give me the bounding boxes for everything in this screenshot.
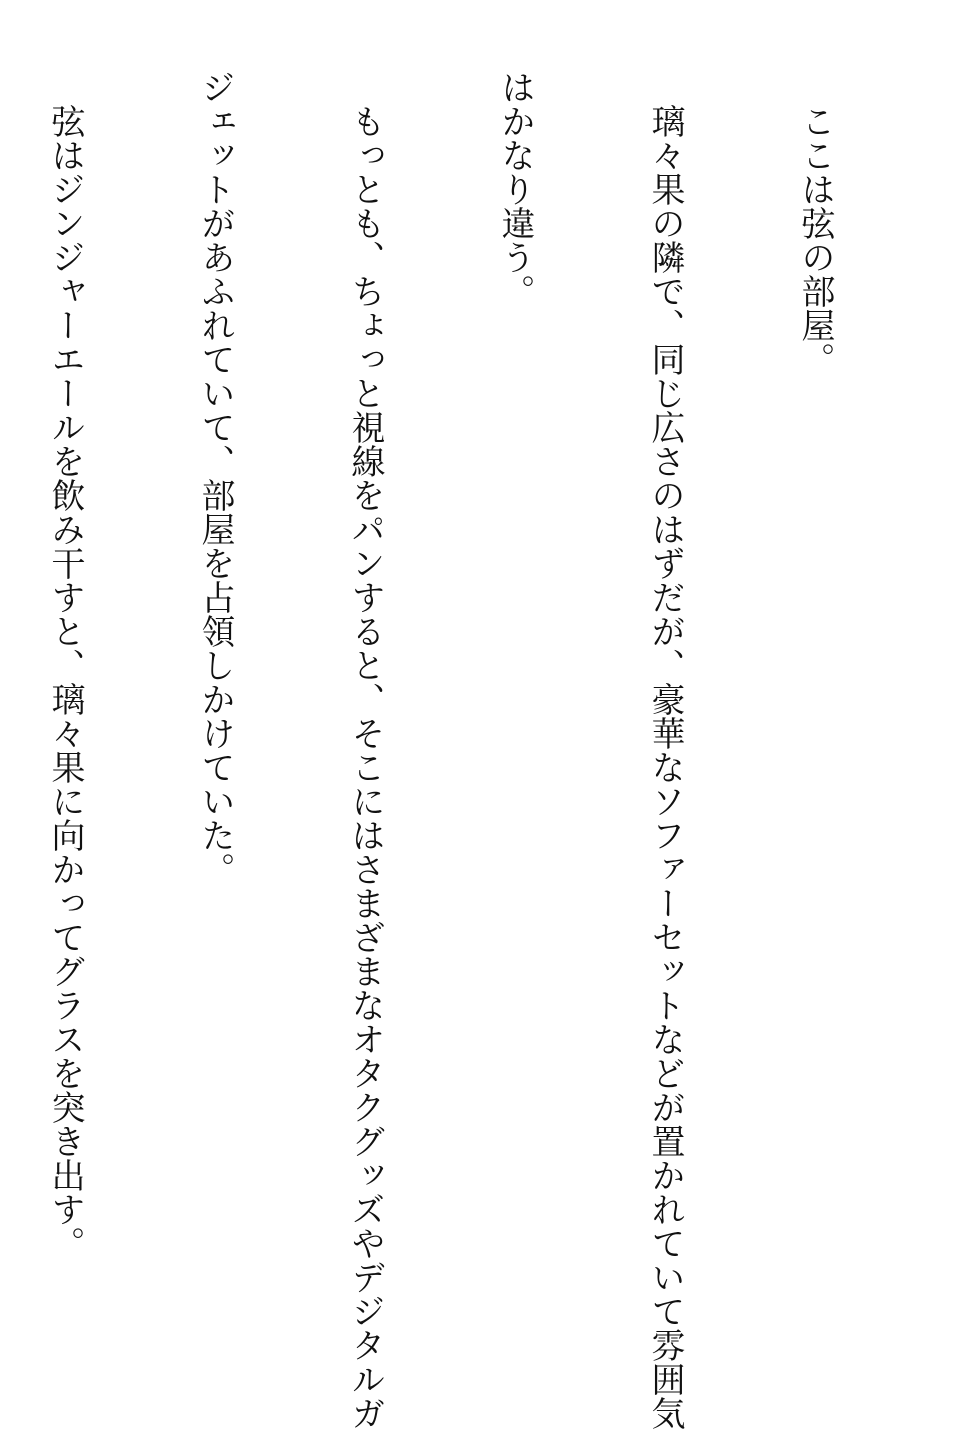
text-line: もっとも、ちょっと視線をパンすると、そこにはさまざまなオタクグッズやデジタルガ <box>345 70 385 1430</box>
text-line: 弦はジンジャーエールを飲み干すと、璃々果に向かってグラスを突き出す。 <box>45 70 85 1260</box>
text-line: 璃々果の隣で、同じ広さのはずだが、豪華なソファーセットなどが置かれていて雰囲気 <box>645 70 685 1430</box>
text-line: はかなり違う。 <box>495 70 535 308</box>
vertical-text-body <box>0 70 940 1430</box>
text-line: ジェットがあふれていて、部屋を占領しかけていた。 <box>195 70 235 886</box>
text-line: ここは弦の部屋。 <box>795 70 835 376</box>
